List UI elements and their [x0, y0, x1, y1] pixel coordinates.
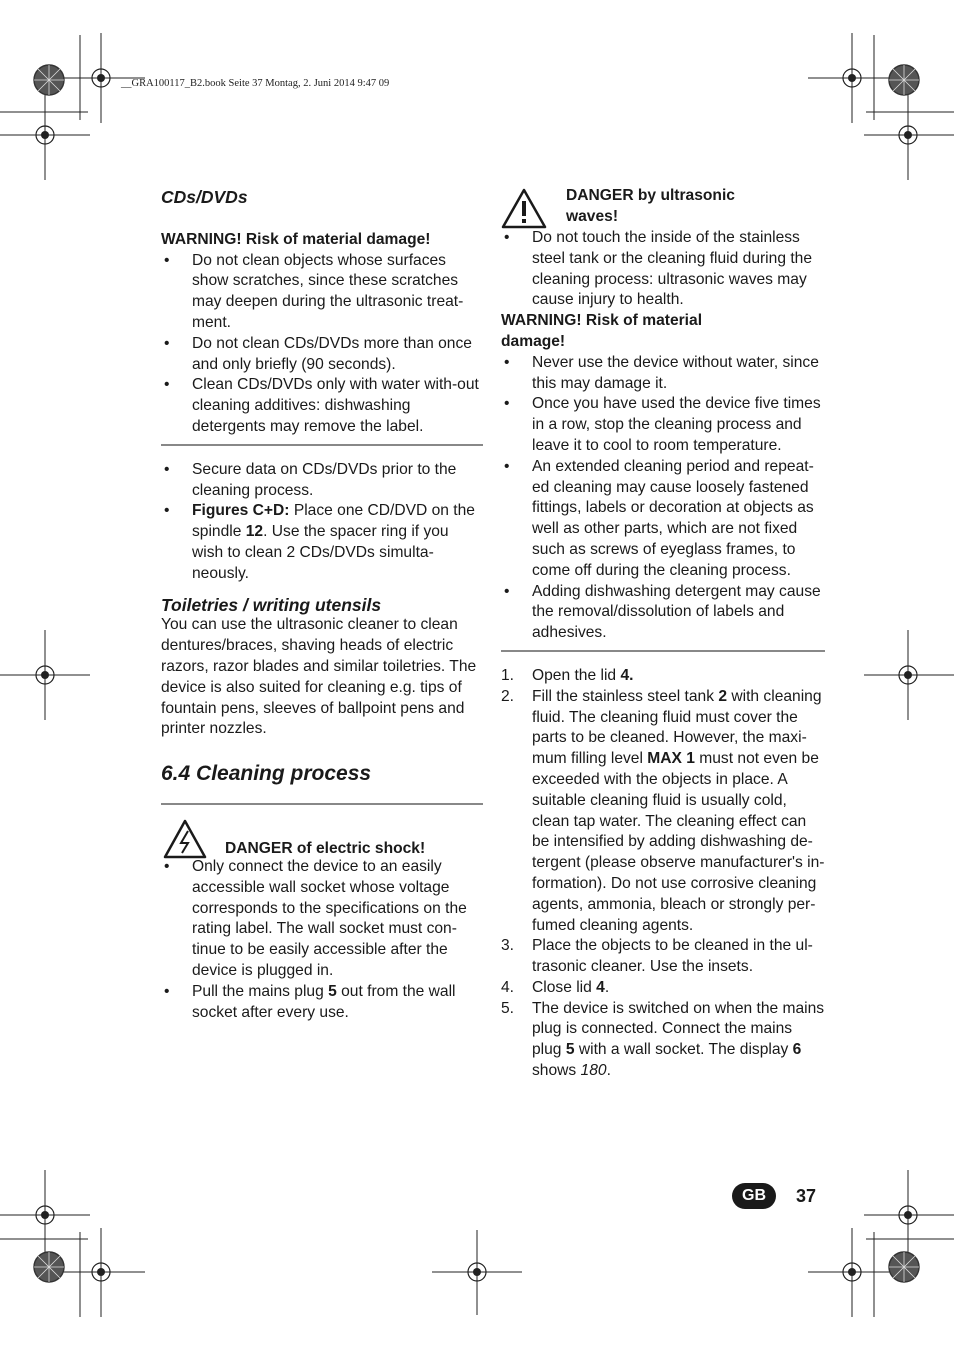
danger-ultrasonic-block — [501, 186, 825, 228]
list-item: • Pull the mains plug 5 out from the wall socket after every use. — [161, 982, 483, 1024]
left-column — [161, 187, 483, 1023]
page-number: 37 — [796, 1186, 817, 1206]
spindle-ref: 12 — [245, 523, 264, 541]
section-heading-cleaning-process: 6.4 Cleaning process — [161, 762, 372, 786]
cleaning-steps-list — [501, 666, 825, 1082]
list-item: • Do not clean objects whose surfaces show scratches, since these scratches may deepen during the ultrasonic treat-ment. — [161, 251, 483, 334]
electric-shock-list — [161, 857, 483, 1023]
warning-2-list — [501, 353, 825, 644]
list-item: • Figures C+D: Place one CD/DVD on the spindle 12. Use the spacer ring if you wish to clean 2 CDs/DVDs simulta-neously. — [161, 501, 483, 584]
list-item: 3. Place the objects to be cleaned in the ul-trasonic cleaner. Use the insets. — [501, 937, 813, 976]
toiletries-heading: Toiletries / writing utensils — [161, 594, 382, 615]
list-item: 1. Open the lid 4. — [501, 666, 634, 684]
list-item: 2. Fill the stainless steel tank 2 with cleaning fluid. The cleaning fluid must cover the parts to be cleaned. However, the maxi-mum filling level MAX 1 must not even be exceeded with the objects in place. A suitable cleaning fluid is usually cold, clean tap water. The cleaning effect can be intensified by adding dishwashing de-tergent (please observe manufacturer's in-formation). Do not use corrosive cleaning agents, ammonia, bleach or strongly per-fumed cleaning agents. — [501, 687, 825, 934]
list-item: • An extended cleaning period and repeat-ed cleaning may cause loosely fastened fittings, labels or decoration at objects as well as other parts, which are not fixed such as screws of eyeglass frames, to come off during the cleaning process. — [501, 457, 825, 582]
warning-triangle-icon — [501, 188, 547, 230]
list-item: 4. Close lid 4. — [501, 978, 610, 996]
list-item: 5. The device is switched on when the mains plug is connected. Connect the mains plug 5 with a wall socket. The display 6 shows 180. — [501, 999, 825, 1080]
toiletries-paragraph: You can use the ultrasonic cleaner to clean dentures/braces, shaving heads of electric razors, razor blades and similar toiletries. The device is also suited for cleaning e.g. tips of fountain pens, sleeves of ballpoint pens and printer nozzles. — [161, 616, 477, 738]
list-item: • Adding dishwashing detergent may cause the removal/dissolution of labels and adhesives. — [501, 582, 825, 644]
book-file-header: __GRA100117_B2.book Seite 37 Montag, 2. Juni 2014 9:47 09 — [121, 78, 390, 89]
list-item: • Clean CDs/DVDs only with water with-out cleaning additives: dishwashing detergents may remove the label. — [161, 375, 483, 437]
list-item: • Only connect the device to an easily accessible wall socket whose voltage corresponds to the specifications on the rating label. The wall socket must con-tinue to be easily accessible after the device is plugged in. — [161, 857, 483, 982]
danger-ultrasonic-label: DANGER by ultrasonic waves! — [566, 187, 735, 225]
warning-1-list — [161, 251, 483, 438]
cd-instructions-list — [161, 460, 483, 585]
warning-material-damage-2: WARNING! Risk of material damage! — [501, 312, 703, 350]
list-item: • Once you have used the device five times in a row, stop the cleaning process and leave it to cool to room temperature. — [501, 394, 825, 456]
list-item: • Never use the device without water, since this may damage it. — [501, 353, 825, 395]
warning-material-damage-1: WARNING! Risk of material damage! — [161, 230, 431, 248]
electric-shock-warning-icon — [163, 819, 207, 859]
language-badge: GB — [732, 1183, 776, 1209]
danger-electric-block — [161, 819, 483, 857]
right-column — [501, 186, 825, 1082]
list-item: • Do not touch the inside of the stainless steel tank or the cleaning fluid during the cleaning process: ultrasonic waves may cause injury to health. — [501, 228, 825, 311]
list-item: • Do not clean CDs/DVDs more than once and only briefly (90 seconds). — [161, 334, 483, 376]
cds-heading: CDs/DVDs — [161, 187, 248, 207]
danger-electric-label: DANGER of electric shock! — [225, 839, 426, 857]
figures-ref: Figures C+D: — [192, 502, 290, 520]
list-item: • Secure data on CDs/DVDs prior to the cleaning process. — [161, 460, 483, 502]
divider — [161, 803, 483, 805]
ultrasonic-list — [501, 228, 825, 311]
